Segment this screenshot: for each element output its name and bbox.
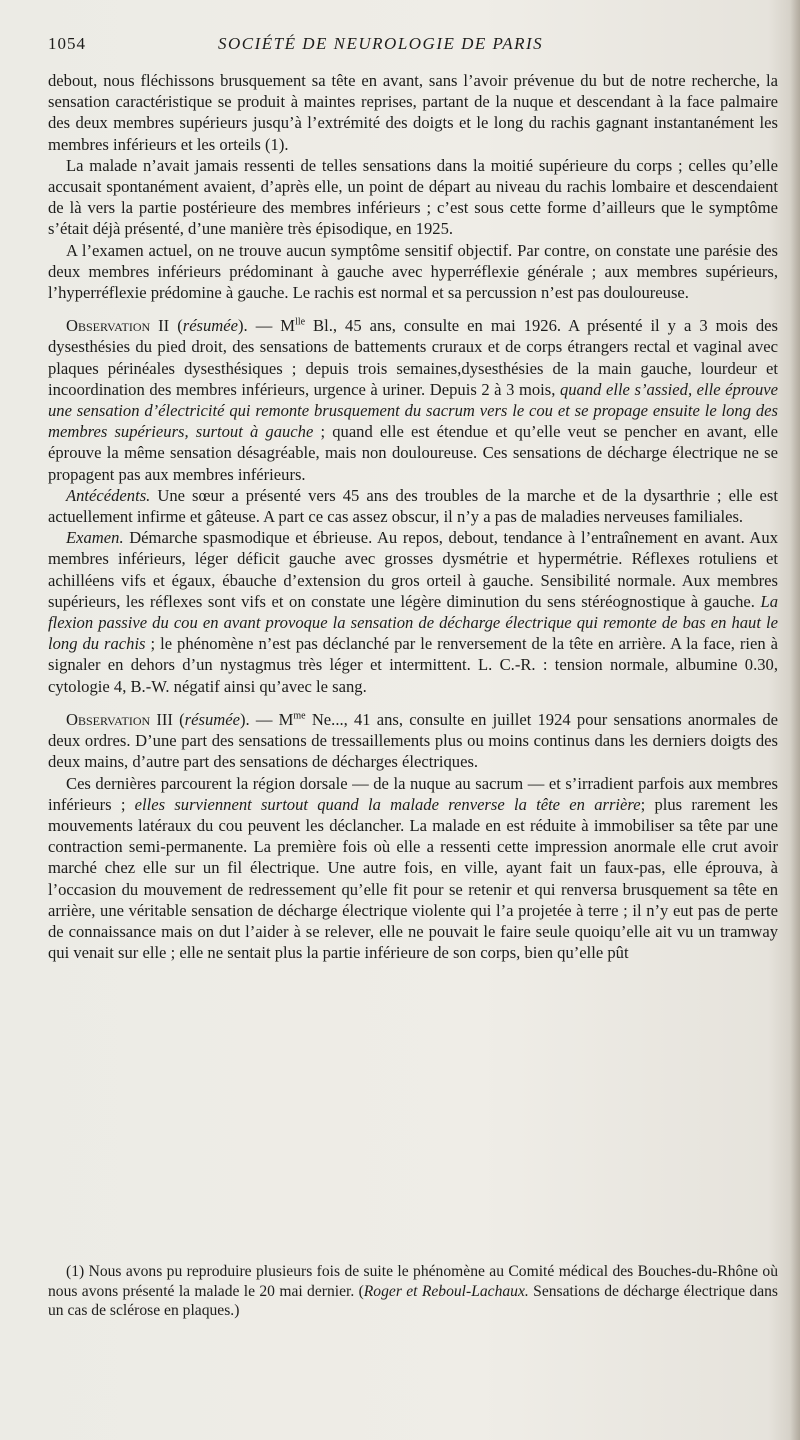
paragraph: debout, nous fléchissons brusquement sa tête en avant, sans l’avoir prévenue du but de notre recherche, la sensation caractéristique se produit à maintes reprises, partant de la nuque et descendant à la face palmaire des deux membres supérieurs jusqu’à l’extrémité des doigts et le long du rachis gagnant instantanément les membres inférieurs et les orteils (1). (48, 71, 778, 154)
observation-2-paragraph: Observation II (résumée). — $M^{lle}$ Bl., 45 ans, consulte en mai 1926. A présenté il y a 3 mois des dysesthésies du pied droit, des sensations de battements cruraux et de corps étrangers rectal et vaginal avec plaques périnéales dysesthésiques ; depuis trois semaines,dysesthésies de la main gauche, lourdeur et incoordination des membres inférieurs, urgence à uriner. Depuis 2 à 3 mois, quand elle s’assied, elle éprouve une sensation d’électricité qui remonte brusquement du sacrum vers le cou et se propage ensuite le long des membres supérieurs, surtout à gauche ; quand elle est étendue et qu’elle veut se pencher en avant, elle éprouve la même sensation désagréable, mais non douloureuse. Ces sensations de décharge électrique ne se propagent pas aux membres inférieurs. (48, 316, 778, 484)
page-edge-shadow (790, 0, 800, 1440)
resumee-label: résumée (182, 316, 239, 336)
page-number: 1054 (48, 34, 86, 53)
section-label: Examen. (66, 528, 124, 548)
paragraph: A l’examen actuel, on ne trouve aucun symptôme sensitif objectif. Par contre, on constate une parésie des deux membres inférieurs prédominant à gauche avec hyperréflexie générale ; aux membres supérieurs, l’hyperréflexie prédomine à gauche. Le rachis est normal et sa percussion n’est pas douloureuse. (48, 240, 778, 303)
observation-3-paragraph: Observation III (résumée). — $M^{me}$ Ne..., 41 ans, consulte en juillet 1924 pour sensations anormales de deux ordres. D’une part des sensations de tressaillements plus ou moins continus dans les derniers doigts des deux mains, d’autre part des sensations de décharges électriques. (48, 709, 778, 772)
section-label: Antécédents. (66, 485, 151, 505)
body-text (48, 70, 778, 963)
footnote: (1) Nous avons pu reproduire plusieurs fois de suite le phénomène au Comité médical des Bouches-du-Rhône où nous avons présenté la malade le 20 mai dernier. (Roger et Reboul-Lachaux. Sensations de décharge électrique dans un cas de sclérose en plaques.) (48, 1263, 778, 1319)
paragraph: La malade n’avait jamais ressenti de telles sensations dans la moitié supérieure du corps ; celles qu’elle accusait spontanément avaient, d’après elle, un point de départ au niveau du rachis lombaire et descendaient de là vers la partie postérieure des membres inférieurs ; c’est sous cette forme d’ailleurs que le symptôme s’était déjà présenté, d’une manière très épisodique, en 1925. (48, 155, 778, 239)
observation-heading: Observation III (66, 709, 173, 729)
emphasis-text: quand elle s’assied, elle éprouve une sensation d’électricité qui remonte brusquement du sacrum vers le cou et se propage ensuite le long des membres supérieurs, surtout à gauche (48, 379, 778, 442)
running-header (48, 34, 778, 60)
running-title: SOCIÉTÉ DE NEUROLOGIE DE PARIS (218, 34, 544, 53)
footnote-authors: Roger et Reboul-Lachaux. (363, 1282, 529, 1300)
examen-paragraph: Examen. Démarche spasmodique et ébrieuse. Au repos, debout, tendance à l’entraînement en avant. Aux membres inférieurs, léger déficit gauche avec grosses dysmétrie et hypermétrie. Réflexes rotuliens et achilléens vifs et égaux, ébauche d’extension du gros orteil à gauche. Sensibilité normale. Aux membres supérieurs, les réflexes sont vifs et on constate une légère diminution du sens stéréognostique à gauche. La flexion passive du cou en avant provoque la sensation de décharge électrique qui remonte de bas en haut le long du rachis ; le phénomène n’est pas déclanché par le renversement de la tête en arrière. A la face, rien à signaler en dehors d’un nystagmus très léger et intermittent. L. C.-R. : tension normale, albumine 0.30, cytologie 4, B.-W. négatif ainsi qu’avec le sang. (48, 528, 778, 696)
observation-heading: Observation II (66, 316, 170, 336)
paragraph: Ces dernières parcourent la région dorsale — de la nuque au sacrum — et s’irradient parfois aux membres inférieurs ; elles surviennent surtout quand la malade renverse la tête en arrière; plus rarement les mouvements latéraux du cou peuvent les déclancher. La malade en est réduite à immobiliser sa tête par une contraction semi-permanente. La première fois où elle a ressenti cette impression anormale elle crut avoir marché chez elle sur un fil électrique. Une autre fois, en ville, ayant fait un faux-pas, elle éprouva, à l’occasion du mouvement de redressement qu’elle fit pour se retenir et qui renversa brusquement sa tête en arrière, une véritable sensation de décharge électrique violente qui l’a projetée à terre ; il n’y eut pas de perte de connaissance mais on dut l’aider à se relever, elle ne pouvait le faire seule quoiqu’elle ait vu un tramway qui venait sur elle ; elle ne sentait plus la partie inférieure de son corps, bien qu’elle pût (48, 773, 778, 963)
antecedents-paragraph: Antécédents. Une sœur a présenté vers 45 ans des troubles de la marche et de la dysarthrie ; elle est actuellement infirme et gâteuse. A part ce cas assez obscur, il n’y a pas de maladies nerveuses familiales. (48, 485, 778, 527)
resumee-label: résumée (184, 709, 240, 729)
emphasis-text: elles surviennent surtout quand la malade renverse la tête en arrière (134, 794, 641, 814)
emphasis-text: La flexion passive du cou en avant provoque la sensation de décharge électrique qui remonte de bas en haut le long du rachis (48, 591, 778, 654)
